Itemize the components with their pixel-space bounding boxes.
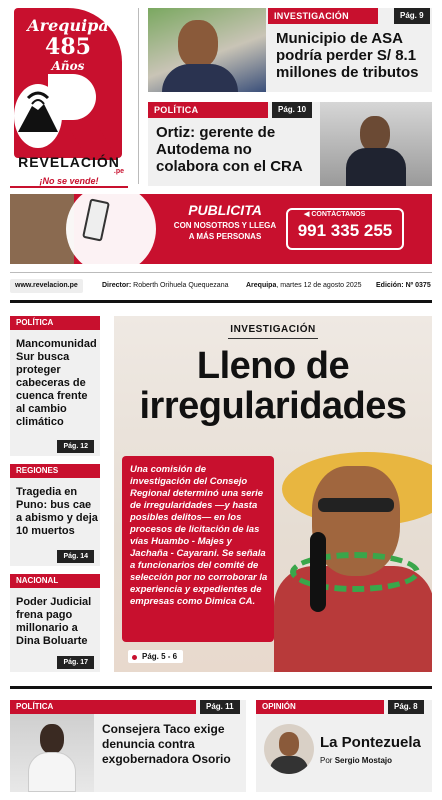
sidebar-story-3-headline: Poder Judicial frena pago millonario a Dina Boluarte xyxy=(16,596,92,647)
top-story-1[interactable] xyxy=(148,8,432,92)
advertising-banner[interactable] xyxy=(10,194,432,264)
avatar-face xyxy=(279,732,299,756)
bottom-story-politica-headline: Consejera Taco exige denuncia contra exgobernadora Osorio xyxy=(102,722,231,766)
feature-kicker: INVESTIGACIÓN xyxy=(230,324,316,335)
date-text: , martes 12 de agosto 2025 xyxy=(276,282,362,289)
sidebar-story-1-page: Pág. 12 xyxy=(57,440,94,453)
top-story-2-page: Pág. 10 xyxy=(272,102,312,118)
edition-number: Nº 0375 xyxy=(405,282,431,289)
banner-subtitle xyxy=(158,220,292,242)
website-link[interactable]: www.revelacion.pe xyxy=(10,279,83,293)
avatar-body xyxy=(270,756,308,774)
feature-headline xyxy=(114,346,432,426)
volcano-icon xyxy=(14,84,62,148)
banner-subtitle-line2: A MÁS PERSONAS xyxy=(188,232,262,241)
megaphone-icon: ◀ xyxy=(304,211,312,218)
byline-prefix: Por xyxy=(320,756,333,765)
bottom-story-politica-page: Pág. 11 xyxy=(200,700,240,714)
columnist-avatar xyxy=(264,724,314,774)
sidebar-story-2-tag: REGIONES xyxy=(10,464,100,478)
photo-person-suit xyxy=(162,64,238,92)
sidebar-story-1-tag: POLÍTICA xyxy=(10,316,100,330)
bottom-story-politica[interactable] xyxy=(10,700,246,792)
rule-top xyxy=(10,272,432,273)
banner-phone-number[interactable]: 991 335 255 xyxy=(297,221,393,240)
banner-contact-text: CONTÁCTANOS xyxy=(311,211,366,218)
feature-lead-text: Una comisión de investigación del Consejo Regional determinó una serie de irregularidades —y hasta posibles delitos— en los procesos de licitación de las vías Huambo - Majes y Jachaña - Cayarani. Se señala a funcionarios del comité de selección por no corroborar la experiencia y expedientes de empresas como Dimica CA. xyxy=(130,464,268,607)
sidebar-story-2[interactable] xyxy=(10,464,100,566)
logo-years-word: Años xyxy=(51,59,85,73)
sidebar-story-3-tag: NACIONAL xyxy=(10,574,100,588)
rule-thick-top xyxy=(10,300,432,303)
photo-sunglasses xyxy=(318,498,394,512)
top-story-1-headline: Municipio de ASA podría perder S/ 8.1 millones de tributos xyxy=(276,30,419,81)
feature-page: Pág. 5 - 6 xyxy=(128,650,183,663)
sidebar-story-3[interactable] xyxy=(10,574,100,672)
photo-person-face xyxy=(360,116,390,152)
top-story-2-tag: POLÍTICA xyxy=(148,102,268,118)
rule-thick-bottom xyxy=(10,686,432,689)
opinion-byline xyxy=(320,756,392,765)
sidebar-story-1[interactable] xyxy=(10,316,100,456)
bottom-story-politica-photo xyxy=(10,714,94,792)
feature-lead-box xyxy=(122,456,274,642)
banner-person-image xyxy=(10,194,74,264)
brand-name: REVELACIÓN xyxy=(18,154,120,170)
photo-person-body xyxy=(28,752,76,792)
top-story-2-photo xyxy=(320,102,432,186)
top-story-2[interactable] xyxy=(148,102,432,186)
banner-title: PUBLICITA xyxy=(188,202,262,218)
sidebar-story-3-page: Pág. 17 xyxy=(57,656,94,669)
opinion-column-title: La Pontezuela xyxy=(320,734,421,751)
slogan: ¡No se vende! xyxy=(39,176,99,186)
sidebar-story-2-page: Pág. 14 xyxy=(57,550,94,563)
sidebar-story-2-headline: Tragedia en Puno: bus cae a abismo y deja 10 muertos xyxy=(16,486,98,537)
director-info xyxy=(102,278,228,294)
feature-kicker-rule xyxy=(228,338,318,339)
info-bar xyxy=(10,278,432,294)
edition-info xyxy=(376,278,431,294)
masthead-divider xyxy=(138,8,139,184)
brand-domain-suffix: .pe xyxy=(113,168,124,175)
sidebar-story-1-headline: Mancomunidad Sur busca proteger cabeceras de cuenca frente al cambio climático xyxy=(16,338,97,428)
place-label: Arequipa xyxy=(246,282,277,289)
main-feature[interactable] xyxy=(114,316,432,672)
slogan-rule xyxy=(10,186,128,188)
top-story-1-tag: INVESTIGACIÓN xyxy=(268,8,378,24)
feature-page-dot xyxy=(132,655,137,660)
feature-headline-line1: Lleno de xyxy=(196,345,350,387)
edition-label: Edición: xyxy=(376,282,404,289)
columnist-name: Sergio Mostajo xyxy=(334,756,393,765)
photo-person-face xyxy=(178,20,218,68)
date-info xyxy=(246,278,362,294)
opinion-column[interactable] xyxy=(256,700,432,792)
top-story-1-page: Pág. 9 xyxy=(394,8,430,24)
photo-person-suit xyxy=(346,148,406,186)
opinion-page: Pág. 8 xyxy=(388,700,424,714)
director-label: Director: xyxy=(102,282,132,289)
photo-person-face xyxy=(40,724,64,754)
opinion-tag: OPINIÓN xyxy=(256,700,384,714)
microphone-icon xyxy=(310,532,326,612)
logo-years-number: 485 xyxy=(45,34,91,60)
banner-contact-label xyxy=(304,210,365,218)
feature-headline-line2: irregularidades xyxy=(139,385,407,427)
top-story-2-headline: Ortiz: gerente de Autodema no colabora con el CRA xyxy=(156,124,303,175)
bottom-story-politica-tag: POLÍTICA xyxy=(10,700,196,714)
banner-white-circle xyxy=(66,194,156,264)
banner-subtitle-line1: CON NOSOTROS Y LLEGA xyxy=(173,221,277,230)
logo-city: Arequipa xyxy=(27,16,109,35)
top-story-1-photo xyxy=(148,8,266,92)
director-name: Roberth Orihuela Quequezana xyxy=(133,282,229,289)
masthead-logo xyxy=(10,8,128,190)
